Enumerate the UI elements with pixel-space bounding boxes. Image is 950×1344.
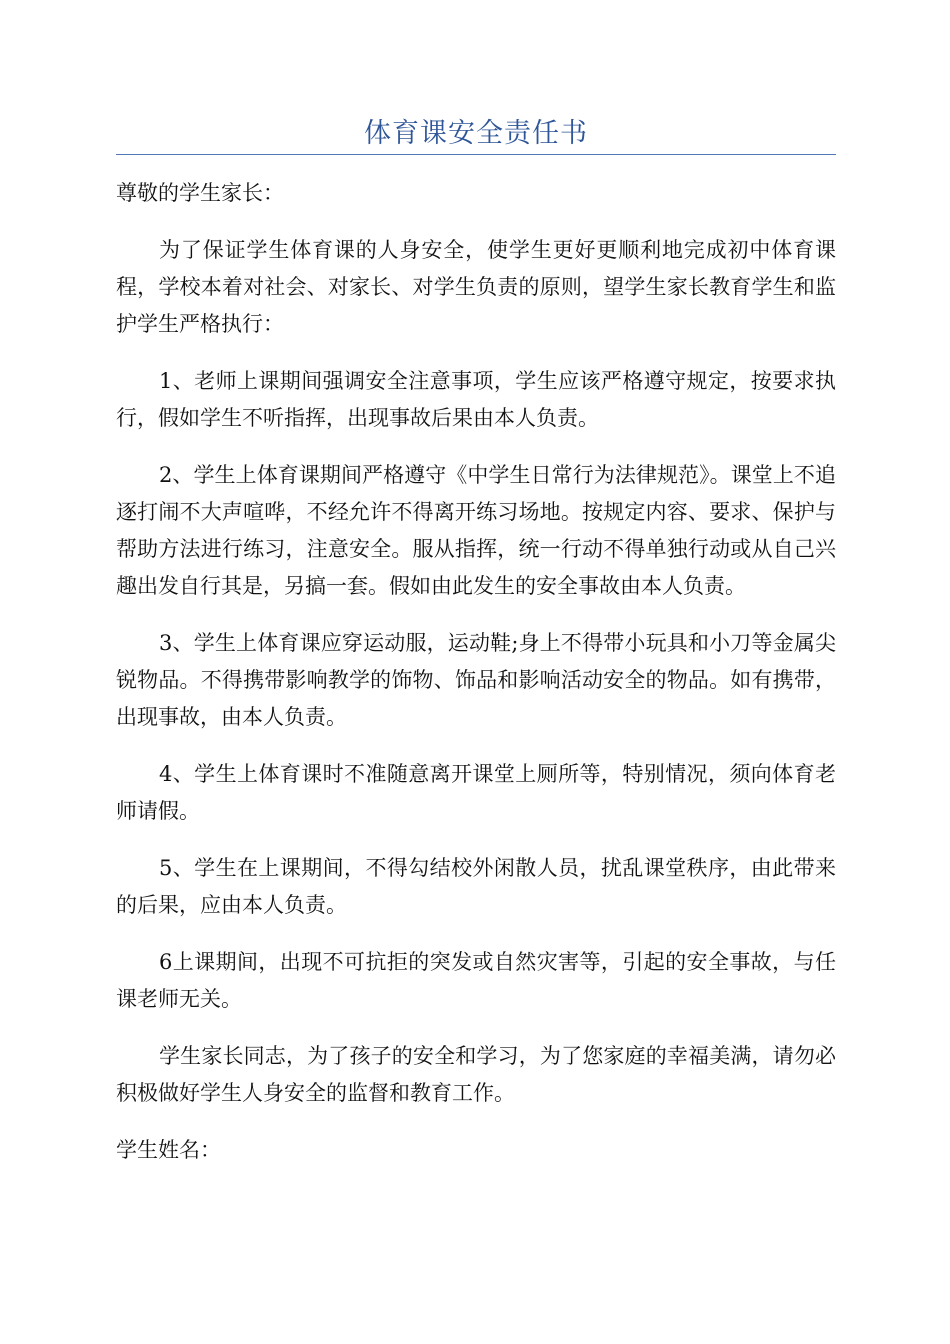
title-underline [116, 154, 836, 155]
rule-item-4: 4、学生上体育课时不准随意离开课堂上厕所等，特别情况，须向体育老师请假。 [116, 762, 836, 823]
salutation: 尊敬的学生家长： [116, 181, 284, 205]
document-title: 体育课安全责任书 [364, 118, 588, 149]
intro-paragraph: 为了保证学生体育课的人身安全，使学生更好更顺利地完成初中体育课程，学校本着对社会、对家长、对学生负责的原则，望学生家长教育学生和监护学生严格执行： [116, 238, 836, 336]
rule-item-5: 5、学生在上课期间，不得勾结校外闲散人员，扰乱课堂秩序，由此带来的后果，应由本人负责。 [116, 856, 836, 917]
rule-item-2: 2、学生上体育课期间严格遵守《中学生日常行为法律规范》。课堂上不追逐打闹不大声喧哗，不经允许不得离开练习场地。按规定内容、要求、保护与帮助方法进行练习，注意安全。服从指挥，统一行动不得单独行动或从自己兴趣出发自行其是，另搞一套。假如由此发生的安全事故由本人负责。 [116, 463, 836, 598]
rule-item-1: 1、老师上课期间强调安全注意事项，学生应该严格遵守规定，按要求执行，假如学生不听指挥，出现事故后果由本人负责。 [116, 369, 836, 430]
student-name-label: 学生姓名： [116, 1138, 221, 1162]
closing-paragraph: 学生家长同志，为了孩子的安全和学习，为了您家庭的幸福美满，请勿必积极做好学生人身安全的监督和教育工作。 [116, 1044, 836, 1105]
rule-item-6: 6上课期间，出现不可抗拒的突发或自然灾害等，引起的安全事故，与任课老师无关。 [116, 950, 836, 1011]
document-body [116, 175, 836, 1189]
rule-item-3: 3、学生上体育课应穿运动服，运动鞋;身上不得带小玩具和小刀等金属尖锐物品。不得携带影响教学的饰物、饰品和影响活动安全的物品。如有携带，出现事故，由本人负责。 [116, 631, 836, 729]
